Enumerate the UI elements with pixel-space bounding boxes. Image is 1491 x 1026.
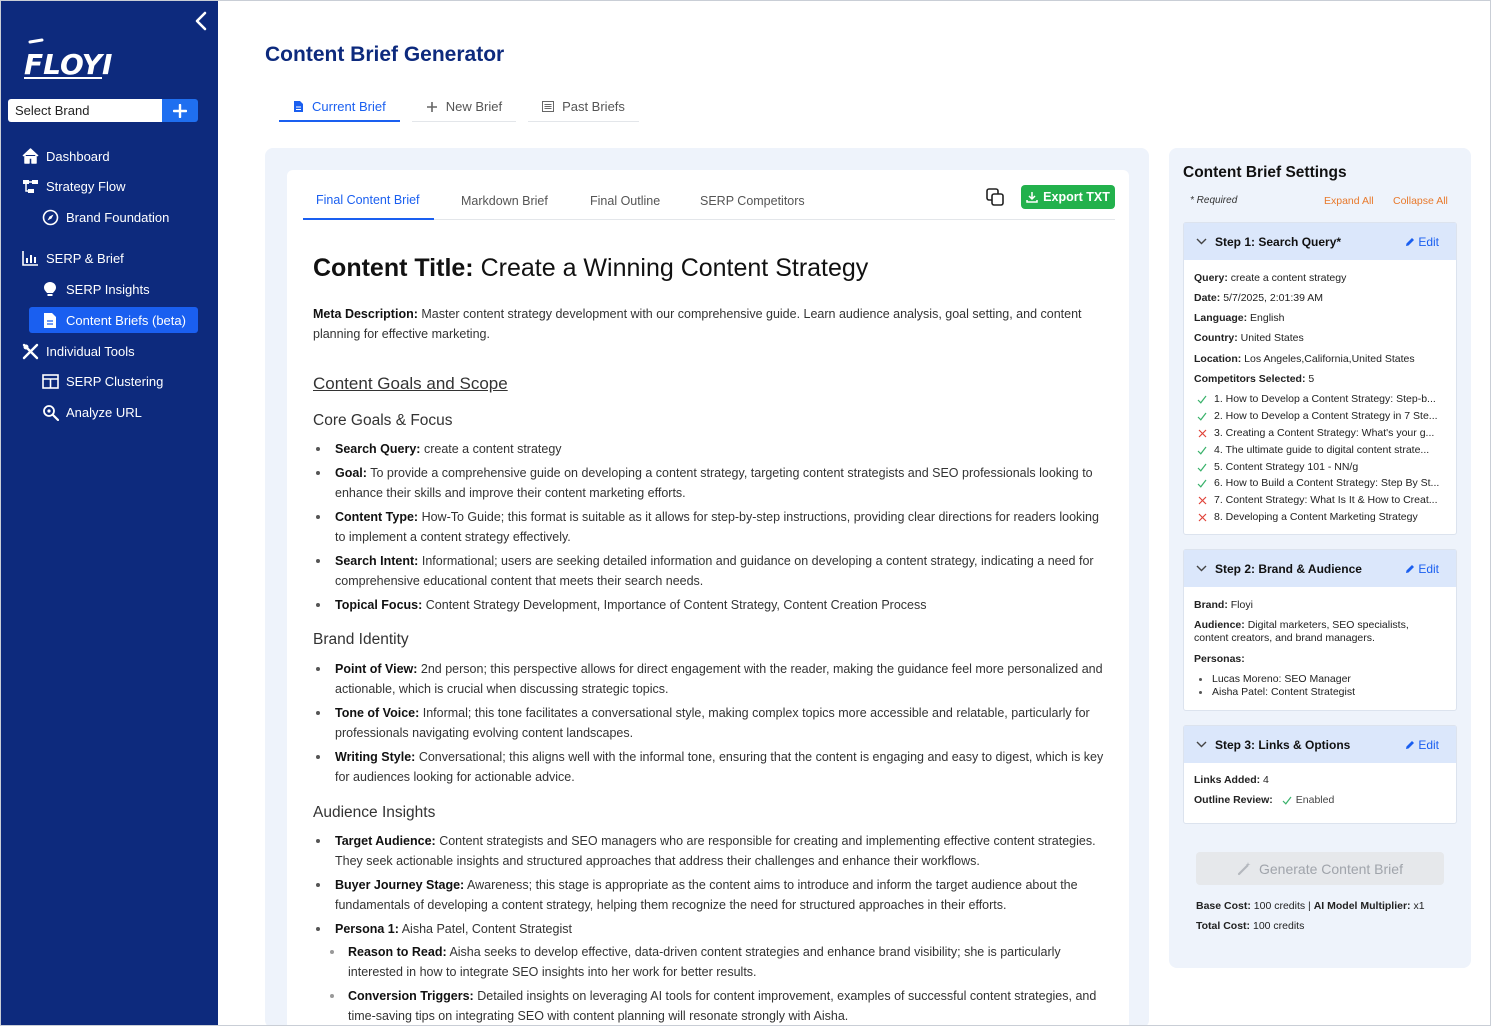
sidebar-item-serp-insights[interactable] bbox=[41, 276, 150, 302]
competitor-label: 2. How to Develop a Content Strategy in 7 Ste... bbox=[1214, 410, 1438, 422]
check-icon bbox=[1194, 446, 1210, 455]
links-row: Links Added: 4 bbox=[1194, 774, 1269, 786]
competitors-row: Competitors Selected: 5 bbox=[1194, 373, 1315, 385]
bullet bbox=[330, 994, 334, 998]
competitor-label: 8. Developing a Content Marketing Strategy bbox=[1214, 511, 1418, 523]
generate-label: Generate Content Brief bbox=[1259, 860, 1403, 877]
document-icon bbox=[293, 100, 304, 113]
list-item: Search Query: create a content strategy bbox=[335, 442, 562, 456]
sidebar-item-label: Content Briefs (beta) bbox=[66, 312, 186, 328]
settings-title: Content Brief Settings bbox=[1183, 164, 1347, 181]
bullet bbox=[316, 447, 320, 451]
audience-row: Audience: Digital marketers, SEO specialists, bbox=[1194, 619, 1409, 631]
persona-item: Lucas Moreno: SEO Manager bbox=[1212, 673, 1351, 685]
list-item: Writing Style: Conversational; this aligns well with the informal tone, ensuring that the content is engaging and easy to digest, which is key for audiences looking for actionable advice. bbox=[335, 750, 1104, 784]
bar-chart-icon bbox=[21, 249, 39, 267]
search-icon bbox=[41, 403, 59, 421]
persona-item: Aisha Patel: Content Strategist bbox=[1212, 686, 1355, 698]
export-txt-button[interactable] bbox=[1021, 185, 1115, 209]
download-icon bbox=[1026, 191, 1038, 203]
plus-icon bbox=[173, 104, 187, 118]
competitor-item[interactable] bbox=[1194, 461, 1444, 473]
country-row: Country: United States bbox=[1194, 332, 1304, 344]
tools-icon bbox=[21, 342, 39, 360]
list-item: Topical Focus: Content Strategy Development, Importance of Content Strategy, Content Creation Process bbox=[335, 598, 927, 612]
bullet bbox=[316, 471, 320, 475]
bullet bbox=[316, 927, 320, 931]
sidebar bbox=[0, 0, 218, 1026]
sidebar-item-label: SERP Insights bbox=[66, 281, 150, 297]
edit-step1-button[interactable]: Edit bbox=[1405, 235, 1439, 249]
tab-current-brief[interactable] bbox=[279, 92, 400, 122]
collapse-sidebar-icon[interactable] bbox=[192, 10, 212, 32]
expand-all-link[interactable]: Expand All bbox=[1324, 195, 1374, 207]
list-icon bbox=[542, 101, 554, 112]
generate-content-brief-button[interactable] bbox=[1196, 852, 1444, 885]
step1-header[interactable] bbox=[1184, 223, 1456, 260]
check-icon bbox=[1194, 395, 1210, 404]
list-item: Target Audience: Content strategists and SEO managers who are responsible for creating and implementing effective content strategies. They seek actionable insights and structured approaches that address their challenges and enhance their workflows. bbox=[335, 834, 1096, 868]
sidebar-item-label: Dashboard bbox=[46, 148, 110, 164]
competitor-item[interactable] bbox=[1194, 511, 1444, 523]
export-label: Export TXT bbox=[1043, 190, 1110, 204]
sidebar-item-label: Analyze URL bbox=[66, 404, 142, 420]
collapse-all-link[interactable]: Collapse All bbox=[1393, 195, 1448, 207]
tab-final-content-brief[interactable]: Final Content Brief bbox=[303, 181, 434, 220]
tab-past-briefs[interactable] bbox=[528, 92, 639, 122]
sidebar-item-label: SERP Clustering bbox=[66, 373, 164, 389]
tab-new-brief[interactable] bbox=[412, 92, 516, 122]
competitor-item[interactable] bbox=[1194, 410, 1444, 422]
chevron-down-icon bbox=[1196, 565, 1207, 572]
sidebar-item-strategy-flow[interactable] bbox=[21, 173, 125, 199]
competitor-item[interactable] bbox=[1194, 444, 1444, 456]
magic-wand-icon bbox=[1237, 861, 1252, 876]
tab-final-outline[interactable]: Final Outline bbox=[590, 193, 661, 208]
add-brand-button[interactable] bbox=[162, 99, 198, 122]
location-row: Location: Los Angeles,California,United States bbox=[1194, 353, 1415, 365]
brand-row: Brand: Floyi bbox=[1194, 599, 1253, 611]
x-icon bbox=[1194, 513, 1210, 522]
edit-step3-button[interactable]: Edit bbox=[1405, 738, 1439, 752]
page-title: Content Brief Generator bbox=[265, 43, 505, 66]
step3-title: Step 3: Links & Options bbox=[1215, 737, 1351, 752]
sidebar-item-content-briefs[interactable] bbox=[29, 307, 198, 333]
competitor-label: 6. How to Build a Content Strategy: Step By St... bbox=[1214, 477, 1440, 489]
content-title-value: Create a Winning Content Strategy bbox=[480, 254, 869, 282]
section-heading: Content Goals and Scope bbox=[313, 374, 508, 393]
competitor-label: 4. The ultimate guide to digital content strate... bbox=[1214, 444, 1430, 456]
sidebar-item-serp-brief[interactable] bbox=[21, 245, 124, 271]
x-icon bbox=[1194, 496, 1210, 505]
home-icon bbox=[21, 147, 39, 165]
competitor-item[interactable] bbox=[1194, 477, 1444, 489]
tab-serp-competitors[interactable]: SERP Competitors bbox=[700, 193, 805, 208]
tab-label: Past Briefs bbox=[562, 99, 625, 114]
competitor-label: 5. Content Strategy 101 - NN/g bbox=[1214, 461, 1359, 473]
pencil-icon bbox=[1405, 564, 1415, 574]
meta-label: Meta Description: bbox=[313, 307, 418, 321]
pencil-icon bbox=[1405, 740, 1415, 750]
personas-label: Personas: bbox=[1194, 653, 1245, 665]
bullet bbox=[316, 755, 320, 759]
chevron-down-icon bbox=[1196, 741, 1207, 748]
check-icon bbox=[1194, 463, 1210, 472]
check-icon bbox=[1194, 479, 1210, 488]
sidebar-item-analyze-url[interactable] bbox=[41, 399, 142, 425]
sidebar-item-dashboard[interactable] bbox=[21, 143, 110, 169]
outline-review-row: Outline Review: Enabled bbox=[1194, 794, 1335, 806]
sidebar-item-individual-tools[interactable] bbox=[21, 338, 135, 364]
chevron-down-icon bbox=[1196, 238, 1207, 245]
edit-step2-button[interactable]: Edit bbox=[1405, 562, 1439, 576]
sidebar-item-label: Brand Foundation bbox=[66, 209, 170, 225]
bullet bbox=[316, 603, 320, 607]
base-cost: Base Cost: 100 credits | AI Model Multiplier: x1 bbox=[1196, 900, 1425, 912]
meta-value: Master content strategy development with our comprehensive guide. Learn audience analysis, goal setting, and content planning for effective marketing. bbox=[313, 307, 1082, 341]
bullet bbox=[1199, 691, 1202, 694]
sidebar-item-brand-foundation[interactable] bbox=[41, 204, 169, 230]
content-title-label: Content Title: bbox=[313, 254, 474, 282]
competitor-label: 7. Content Strategy: What Is It & How to Creat... bbox=[1214, 494, 1438, 506]
list-item: Tone of Voice: Informal; this tone facilitates a conversational style, making complex topics more accessible and relatable, particularly for professionals navigating evolving content landscapes. bbox=[335, 706, 1090, 740]
tab-markdown-brief[interactable]: Markdown Brief bbox=[461, 193, 548, 208]
step1-title: Step 1: Search Query* bbox=[1215, 234, 1342, 249]
sidebar-item-label: Strategy Flow bbox=[46, 178, 126, 194]
bullet bbox=[316, 883, 320, 887]
bullet bbox=[1199, 678, 1202, 681]
subsection-heading: Brand Identity bbox=[313, 631, 409, 648]
list-item: Reason to Read: Aisha seeks to develop effective, data-driven content strategies and enhance brand visibility; she is particularly interested in how to integrate SEO insights into her work for better results. bbox=[348, 945, 1061, 979]
list-item: Goal: To provide a comprehensive guide on developing a content strategy, targeting content strategists and SEO professionals looking to enhance their skills and improve their content marketing efforts. bbox=[335, 466, 1093, 500]
plus-icon bbox=[426, 101, 438, 113]
total-cost: Total Cost: 100 credits bbox=[1196, 920, 1305, 932]
tab-label: New Brief bbox=[445, 99, 503, 114]
competitor-label: 1. How to Develop a Content Strategy: Step-b... bbox=[1214, 393, 1436, 405]
bullet bbox=[316, 711, 320, 715]
check-icon bbox=[1194, 412, 1210, 421]
step2-title: Step 2: Brand & Audience bbox=[1215, 561, 1362, 576]
list-item: Persona 1: Aisha Patel, Content Strategist bbox=[335, 922, 572, 936]
svg-text:FLOYI: FLOYI bbox=[24, 48, 112, 80]
sidebar-item-label: SERP & Brief bbox=[46, 250, 124, 266]
pencil-icon bbox=[1405, 237, 1415, 247]
x-icon bbox=[1194, 429, 1210, 438]
list-item: Content Type: How-To Guide; this format is suitable as it allows for step-by-step instructions, providing clear directions for readers looking to implement a content strategy effectively. bbox=[335, 510, 1099, 544]
flow-icon bbox=[21, 177, 39, 195]
list-item: Point of View: 2nd person; this perspective allows for direct engagement with the reader, making the guidance feel more personalized and actionable, which is crucial when discussing strategic topics. bbox=[335, 662, 1103, 696]
competitor-item[interactable] bbox=[1194, 427, 1444, 439]
competitor-item[interactable] bbox=[1194, 393, 1444, 405]
audience-row-cont: content creators, and brand managers. bbox=[1194, 632, 1375, 644]
date-row: Date: 5/7/2025, 2:01:39 AM bbox=[1194, 292, 1324, 304]
page-tabs bbox=[279, 92, 651, 123]
bullet bbox=[316, 667, 320, 671]
step2-header[interactable] bbox=[1184, 550, 1456, 587]
subsection-heading: Audience Insights bbox=[313, 804, 436, 821]
subsection-heading: Core Goals & Focus bbox=[313, 412, 453, 429]
query-row: Query: create a content strategy bbox=[1194, 272, 1347, 284]
sidebar-item-label: Individual Tools bbox=[46, 343, 135, 359]
language-row: Language: English bbox=[1194, 312, 1285, 324]
tab-label: Current Brief bbox=[312, 98, 386, 114]
lightbulb-icon bbox=[41, 280, 59, 298]
sidebar-item-serp-clustering[interactable] bbox=[41, 368, 163, 394]
bullet bbox=[316, 839, 320, 843]
content-title bbox=[313, 254, 868, 283]
bullet bbox=[330, 950, 334, 954]
list-item: Buyer Journey Stage: Awareness; this stage is appropriate as the content aims to introduce and inform the target audience about the fundamentals of developing a content strategy, helping them recognize the need for structured approaches in their efforts. bbox=[335, 878, 1078, 912]
list-item: Conversion Triggers: Detailed insights on leveraging AI tools for content improvement, examples of successful content strategies, and time-saving tips on integrating SEO with content planning will resonate strongly with Aisha. bbox=[348, 989, 1097, 1023]
bullet bbox=[316, 559, 320, 563]
step3-header[interactable] bbox=[1184, 726, 1456, 763]
check-icon bbox=[1282, 796, 1292, 805]
competitor-item[interactable] bbox=[1194, 494, 1444, 506]
required-note: * Required bbox=[1190, 195, 1238, 206]
document-icon bbox=[41, 311, 59, 329]
brand-select[interactable]: Select Brand bbox=[8, 99, 162, 122]
bullet bbox=[316, 515, 320, 519]
compass-icon bbox=[41, 208, 59, 226]
floyi-logo bbox=[22, 38, 112, 80]
meta-description bbox=[313, 304, 1103, 344]
columns-icon bbox=[41, 372, 59, 390]
list-item: Search Intent: Informational; users are seeking detailed information and guidance on developing a content strategy, indicating a need for comprehensive educational content that meets their search needs. bbox=[335, 554, 1094, 588]
copy-icon[interactable] bbox=[985, 187, 1005, 207]
competitor-label: 3. Creating a Content Strategy: What's your g... bbox=[1214, 427, 1435, 439]
